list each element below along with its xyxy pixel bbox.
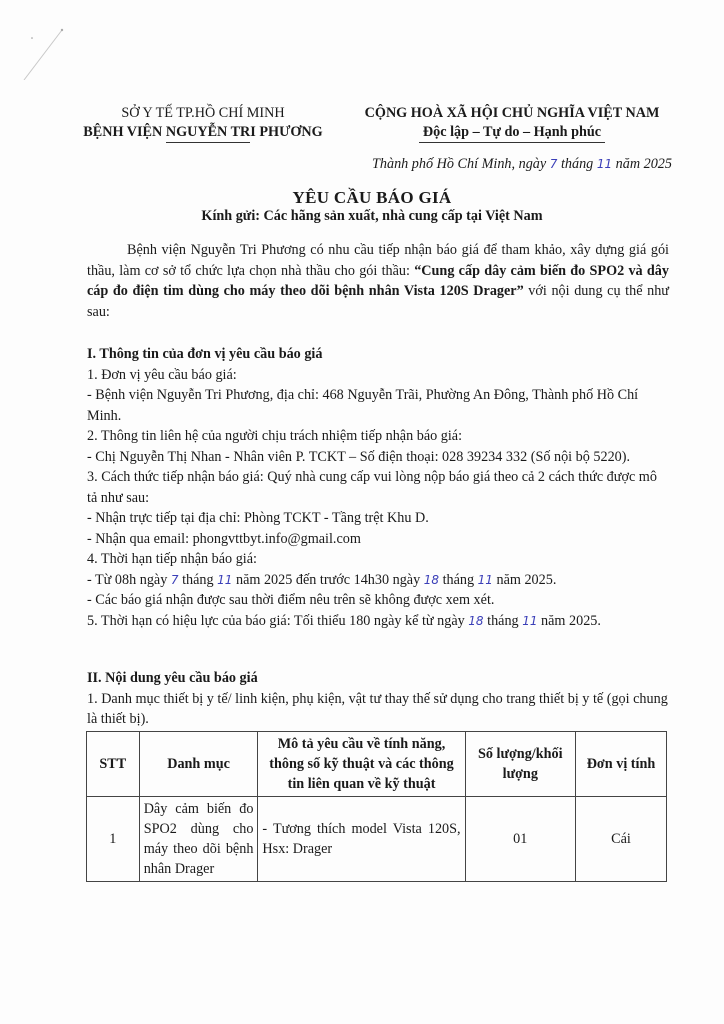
section-1-item: - Chị Nguyễn Thị Nhan - Nhân viên P. TCKT – Số điện thoại: 028 39234 332 (Số nội bộ 5220). [87,448,631,465]
section-1 [87,344,669,631]
col-header-quantity: Số lượng/khối lượng [465,732,575,797]
col-header-name: Danh mục [139,732,258,797]
section-1-item: 1. Đơn vị yêu cầu báo giá: [87,366,237,383]
section-1-item: 3. Cách thức tiếp nhận báo giá: Quý nhà cung cấp vui lòng nộp báo giá theo cả 2 cách thức được mô tả như sau: [87,469,657,506]
cell-quantity: 01 [465,797,575,882]
cell-unit: Cái [575,797,666,882]
issuer-underline [166,142,250,143]
section-1-item: - Bệnh viện Nguyễn Tri Phương, địa chỉ: 468 Nguyễn Trãi, Phường An Đông, Thành phố Hồ Chí Minh. [87,387,639,424]
section-1-item: 2. Thông tin liên hệ của người chịu trách nhiệm tiếp nhận báo giá: [87,428,463,444]
section-1-item: 4. Thời hạn tiếp nhận báo giá: [87,551,257,567]
late-note: - Các báo giá nhận được sau thời điểm nêu trên sẽ không được xem xét. [87,592,495,608]
pen-mark [14,10,64,80]
hospital-name: BỆNH VIỆN NGUYỄN TRI PHƯƠNG [83,124,323,140]
handwritten-day: 7 [549,157,558,171]
cell-description: - Tương thích model Vista 120S, Hsx: Drager [258,797,465,882]
national-motto-block [352,104,672,142]
col-header-stt: STT [87,732,140,797]
items-table [86,731,667,882]
recipient-line: Kính gửi: Các hãng sản xuất, nhà cung cấp tại Việt Nam [201,208,543,224]
table-header-row [87,732,667,797]
document-title: YÊU CẦU BÁO GIÁ [292,188,452,207]
table-row [87,797,667,882]
contact-email: - Nhận qua email: phongvttbyt.info@gmail.com [87,530,361,547]
intro-paragraph: Bệnh viện Nguyễn Tri Phương có nhu cầu tiếp nhận báo giá để tham khảo, xây dựng giá gói thầu, làm cơ sở tổ chức lựa chọn nhà thầu cho gói thầu: “Cung cấp dây cảm biến đo SPO2 và dây cáp đo điện tim dùng cho máy theo dõi bệnh nhân Vista 120S Drager” với nội dung cụ thể như sau: [87,242,669,320]
deadline-line: - Từ 08h ngày 7 tháng 11 năm 2025 đến trước 14h30 ngày 18 tháng 11 năm 2025. [87,571,557,588]
cell-name: Dây cảm biến đo SPO2 dùng cho máy theo dõi bệnh nhân Drager [139,797,258,882]
section-1-item: - Nhận trực tiếp tại địa chỉ: Phòng TCKT - Tầng trệt Khu D. [87,510,429,526]
document-date: Thành phố Hồ Chí Minh, ngày 7 tháng 11 năm 2025 [372,156,672,172]
cell-stt: 1 [87,797,140,882]
motto-underline [419,142,605,143]
validity-line: 5. Thời hạn có hiệu lực của báo giá: Tối thiểu 180 ngày kể từ ngày 18 tháng 11 năm 2025. [87,612,601,629]
issuer-block [68,104,338,142]
package-name: “Cung cấp dây cảm biến đo SPO2 và dây cáp đo điện tim dùng cho máy theo dõi bệnh nhân Vista 120S Drager” [87,262,669,299]
handwritten-month: 11 [596,157,613,171]
motto: Độc lập – Tự do – Hạnh phúc [422,124,602,140]
col-header-unit: Đơn vị tính [575,732,666,797]
section-2 [87,668,669,730]
department-name: SỞ Y TẾ TP.HỒ CHÍ MINH [121,105,285,121]
col-header-description: Mô tả yêu cầu về tính năng, thông số kỹ thuật và các thông tin liên quan về kỹ thuật [258,732,465,797]
section-1-heading: I. Thông tin của đơn vị yêu cầu báo giá [87,346,323,362]
section-2-heading: II. Nội dung yêu cầu báo giá [87,670,258,686]
country-name: CỘNG HOÀ XÃ HỘI CHỦ NGHĨA VIỆT NAM [364,105,660,121]
section-2-item: 1. Danh mục thiết bị y tế/ linh kiện, phụ kiện, vật tư thay thế sử dụng cho trang thiết bị y tế (gọi chung là thiết bị). [87,690,668,727]
